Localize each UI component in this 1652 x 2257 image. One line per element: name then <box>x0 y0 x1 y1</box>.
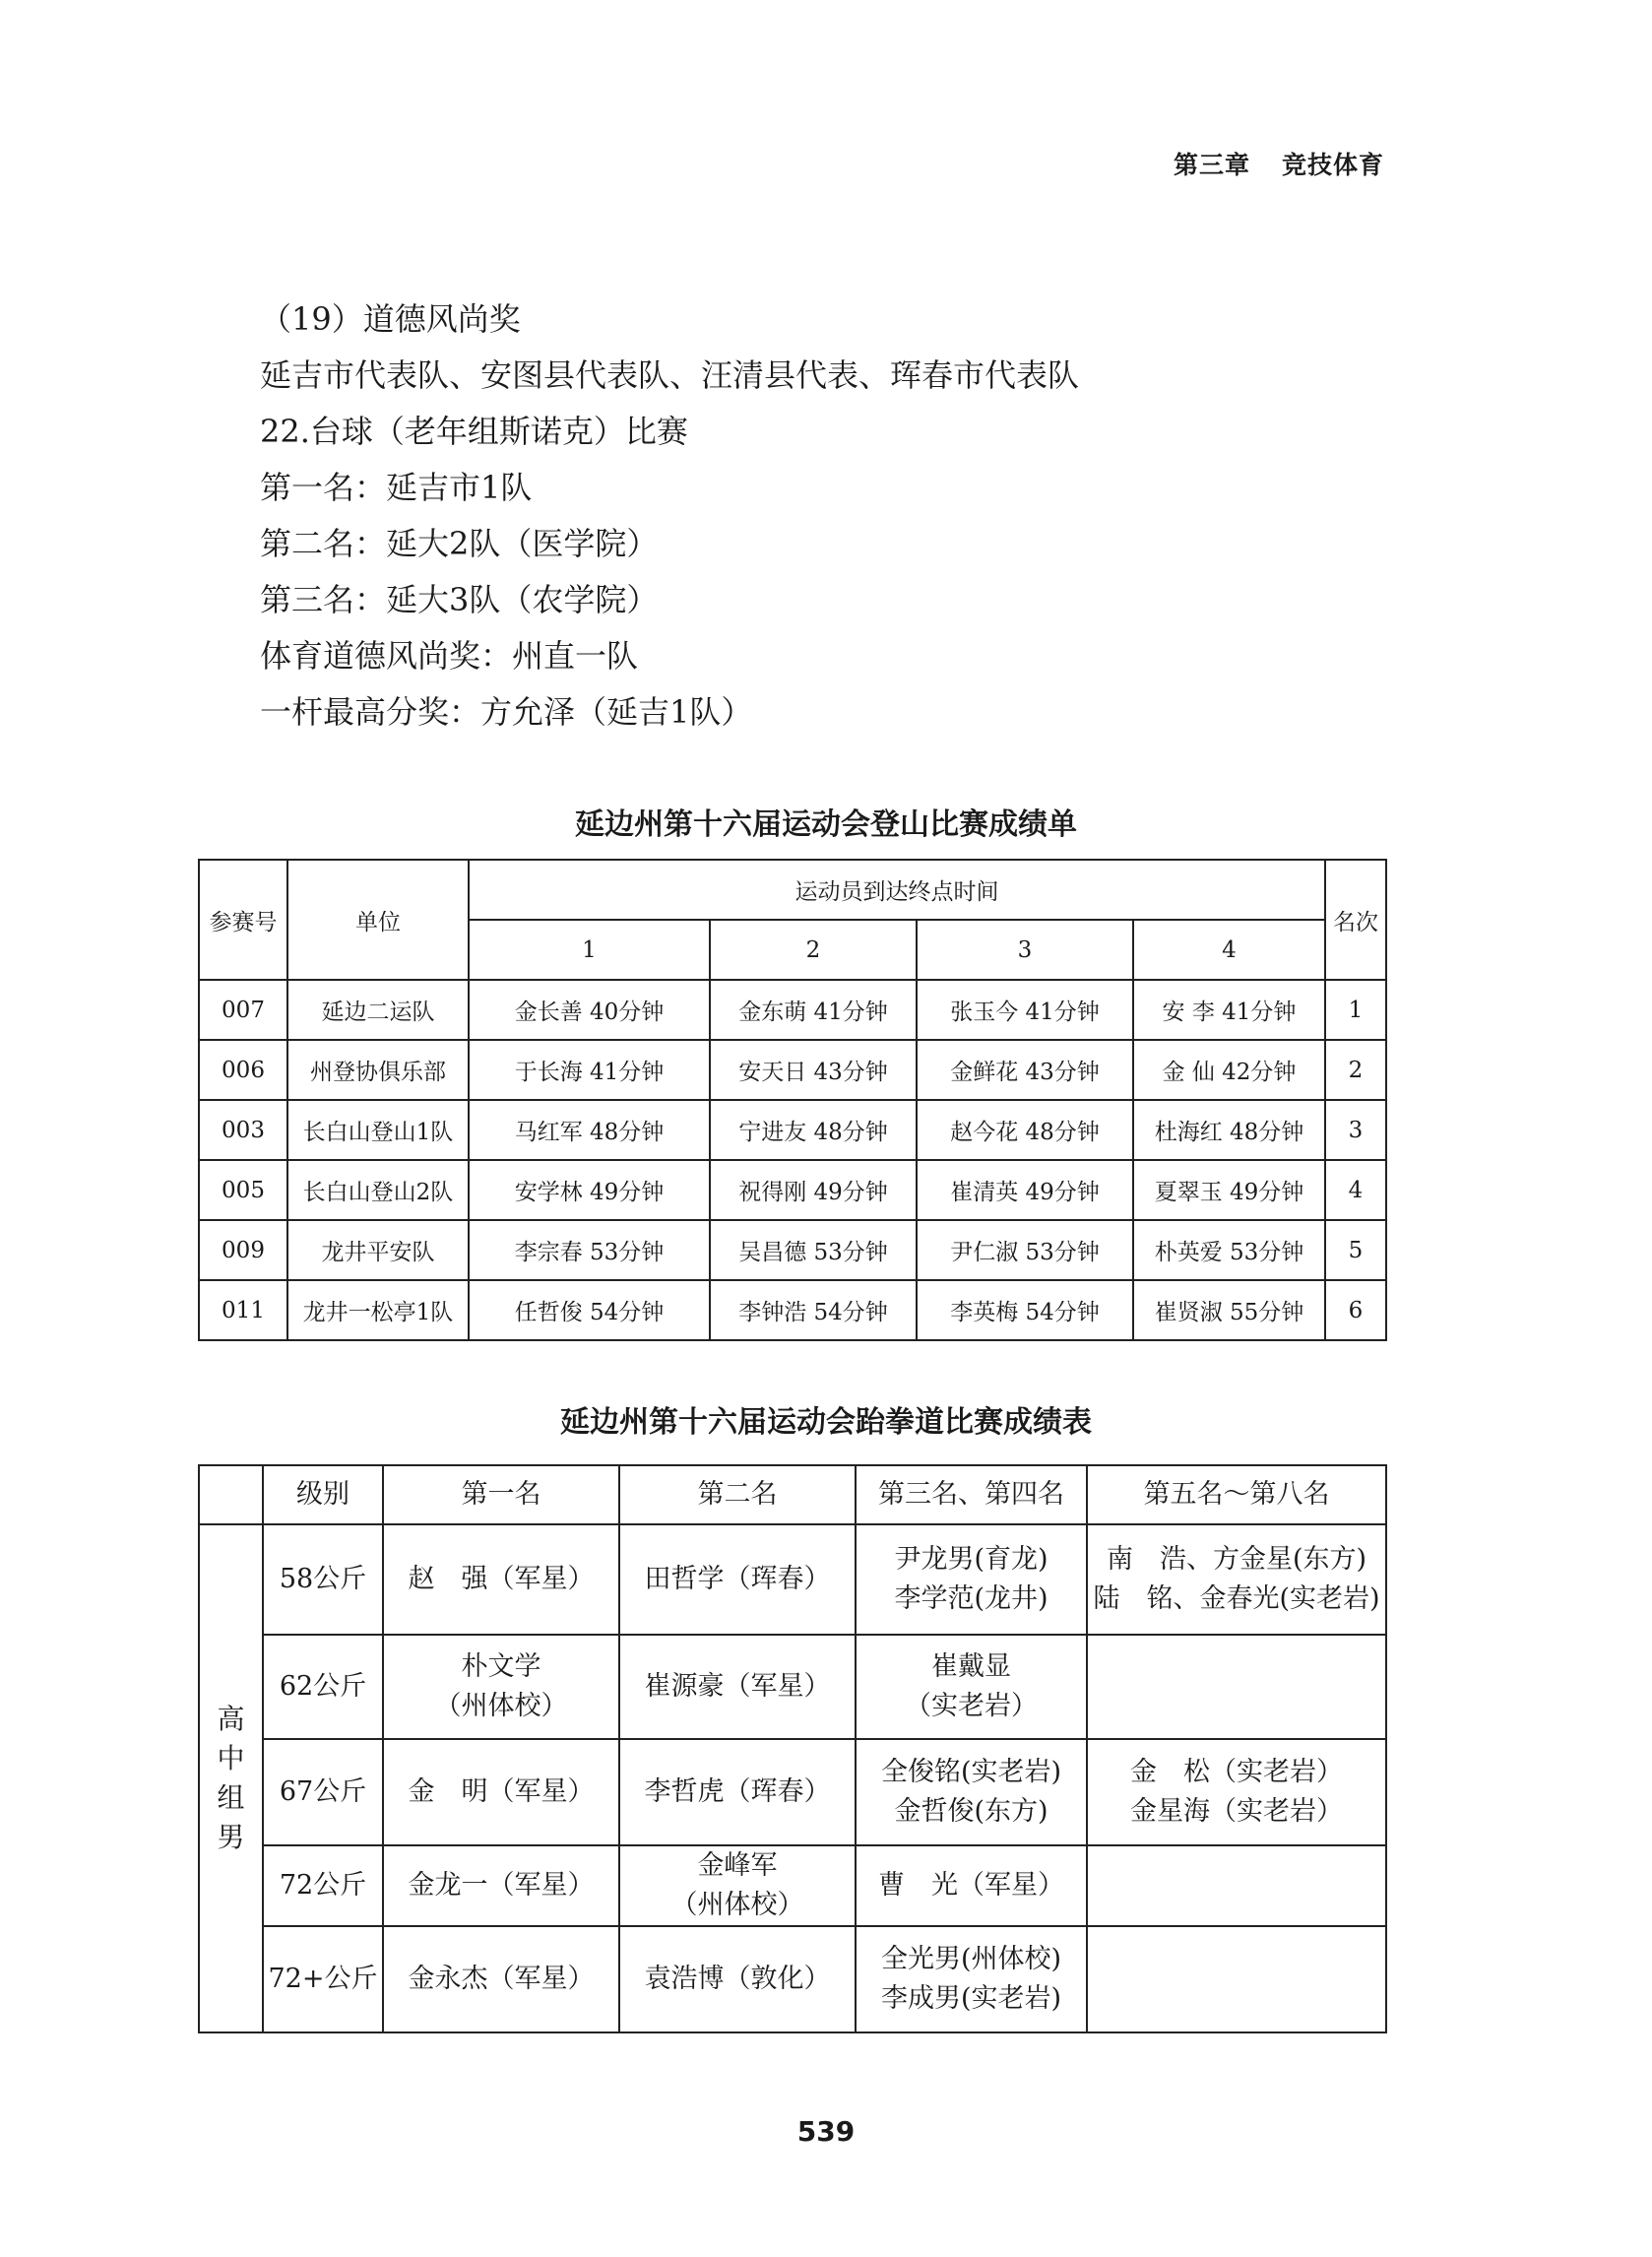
body-line: 第二名：延大2队（医学院） <box>260 525 659 562</box>
cell-unit: 长白山登山1队 <box>287 1100 469 1160</box>
table-row <box>199 1280 1386 1340</box>
cell-first: 金龙一（军星） <box>383 1845 619 1926</box>
cell-unit: 州登协俱乐部 <box>287 1040 469 1100</box>
header-third-fourth: 第三名、第四名 <box>856 1465 1087 1524</box>
cell-athlete: 吴昌德 53分钟 <box>710 1220 917 1280</box>
cell-weight: 72公斤 <box>263 1845 383 1926</box>
body-line: 体育道德风尚奖：州直一队 <box>260 637 639 675</box>
chapter-number: 第三章 <box>1173 151 1250 179</box>
cell-athlete: 崔清英 49分钟 <box>917 1160 1133 1220</box>
cell-athlete: 赵今花 48分钟 <box>917 1100 1133 1160</box>
cell-rank: 2 <box>1325 1040 1386 1100</box>
cell-third-fourth: 曹 光（军星） <box>856 1845 1087 1926</box>
header-second: 第二名 <box>619 1465 856 1524</box>
page-number: 539 <box>796 2115 856 2148</box>
cell-rank: 1 <box>1325 980 1386 1040</box>
table-row <box>199 980 1386 1040</box>
cell-athlete: 安 李 41分钟 <box>1133 980 1325 1040</box>
table-row <box>199 1739 1386 1845</box>
cell-athlete: 崔贤淑 55分钟 <box>1133 1280 1325 1340</box>
cell-athlete: 马红军 48分钟 <box>469 1100 710 1160</box>
body-line: 延吉市代表队、安图县代表队、汪清县代表、珲春市代表队 <box>260 356 1080 394</box>
header-athlete-4: 4 <box>1133 920 1325 980</box>
cell-athlete: 李钟浩 54分钟 <box>710 1280 917 1340</box>
table-row <box>199 1524 1386 1635</box>
body-line: （19）道德风尚奖 <box>260 300 521 338</box>
cell-fifth-eighth: 金 松（实老岩） 金星海（实老岩） <box>1087 1739 1386 1845</box>
cell-first: 赵 强（军星） <box>383 1524 619 1635</box>
header-first: 第一名 <box>383 1465 619 1524</box>
cell-second: 崔源豪（军星） <box>619 1635 856 1739</box>
cell-athlete: 金鲜花 43分钟 <box>917 1040 1133 1100</box>
taekwondo-results-table <box>198 1464 1387 2033</box>
cell-athlete: 宁进友 48分钟 <box>710 1100 917 1160</box>
cell-rank: 3 <box>1325 1100 1386 1160</box>
cell-athlete: 金东萌 41分钟 <box>710 980 917 1040</box>
cell-unit: 龙井一松亭1队 <box>287 1280 469 1340</box>
table-row <box>199 1100 1386 1160</box>
body-line: 22.台球（老年组斯诺克）比赛 <box>260 413 688 450</box>
table-row <box>199 1220 1386 1280</box>
climbing-table-caption: 延边州第十六届运动会登山比赛成绩单 <box>575 807 1077 842</box>
cell-second: 田哲学（珲春） <box>619 1524 856 1635</box>
cell-athlete: 金长善 40分钟 <box>469 980 710 1040</box>
header-unit: 单位 <box>287 860 469 980</box>
table-row <box>199 1926 1386 2032</box>
cell-number: 009 <box>199 1220 287 1280</box>
cell-fifth-eighth <box>1087 1635 1386 1739</box>
cell-weight: 62公斤 <box>263 1635 383 1739</box>
cell-second: 金峰军 （州体校） <box>619 1845 856 1926</box>
chapter-title: 竞技体育 <box>1281 151 1384 179</box>
header-athlete-3: 3 <box>917 920 1133 980</box>
cell-number: 011 <box>199 1280 287 1340</box>
taekwondo-table-caption: 延边州第十六届运动会跆拳道比赛成绩表 <box>560 1405 1092 1440</box>
header-athlete-1: 1 <box>469 920 710 980</box>
cell-athlete: 金 仙 42分钟 <box>1133 1040 1325 1100</box>
cell-unit: 长白山登山2队 <box>287 1160 469 1220</box>
cell-weight: 58公斤 <box>263 1524 383 1635</box>
cell-athlete: 杜海红 48分钟 <box>1133 1100 1325 1160</box>
cell-athlete: 李英梅 54分钟 <box>917 1280 1133 1340</box>
cell-third-fourth: 尹龙男(育龙) 李学范(龙井) <box>856 1524 1087 1635</box>
group-label: 高 中 组 男 <box>199 1524 263 2032</box>
cell-fifth-eighth <box>1087 1926 1386 2032</box>
cell-weight: 72+公斤 <box>263 1926 383 2032</box>
header-rank: 名次 <box>1325 860 1386 980</box>
header-athlete-2: 2 <box>710 920 917 980</box>
cell-first: 金永杰（军星） <box>383 1926 619 2032</box>
cell-first: 朴文学 （州体校） <box>383 1635 619 1739</box>
cell-rank: 5 <box>1325 1220 1386 1280</box>
cell-number: 005 <box>199 1160 287 1220</box>
header-number: 参赛号 <box>199 860 287 980</box>
table-row <box>199 1160 1386 1220</box>
cell-athlete: 尹仁淑 53分钟 <box>917 1220 1133 1280</box>
cell-weight: 67公斤 <box>263 1739 383 1845</box>
header-fifth-eighth: 第五名～第八名 <box>1087 1465 1386 1524</box>
cell-fifth-eighth <box>1087 1845 1386 1926</box>
header-weight: 级别 <box>263 1465 383 1524</box>
cell-athlete: 安天日 43分钟 <box>710 1040 917 1100</box>
cell-second: 袁浩博（敦化） <box>619 1926 856 2032</box>
table-row <box>199 1040 1386 1100</box>
header-blank <box>199 1465 263 1524</box>
cell-athlete: 祝得刚 49分钟 <box>710 1160 917 1220</box>
cell-fifth-eighth: 南 浩、方金星(东方) 陆 铭、金春光(实老岩) <box>1087 1524 1386 1635</box>
cell-third-fourth: 全光男(州体校) 李成男(实老岩) <box>856 1926 1087 2032</box>
header-time-group: 运动员到达终点时间 <box>469 860 1325 920</box>
table-row <box>199 1635 1386 1739</box>
cell-unit: 龙井平安队 <box>287 1220 469 1280</box>
cell-unit: 延边二运队 <box>287 980 469 1040</box>
cell-number: 007 <box>199 980 287 1040</box>
body-line: 第三名：延大3队（农学院） <box>260 581 659 618</box>
cell-athlete: 张玉今 41分钟 <box>917 980 1133 1040</box>
cell-athlete: 李宗春 53分钟 <box>469 1220 710 1280</box>
climbing-results-table <box>198 859 1387 1341</box>
body-text <box>260 291 1079 741</box>
body-line: 一杆最高分奖：方允泽（延吉1队） <box>260 693 753 731</box>
cell-rank: 4 <box>1325 1160 1386 1220</box>
cell-rank: 6 <box>1325 1280 1386 1340</box>
body-line: 第一名：延吉市1队 <box>260 469 533 506</box>
cell-second: 李哲虎（珲春） <box>619 1739 856 1845</box>
cell-athlete: 夏翠玉 49分钟 <box>1133 1160 1325 1220</box>
cell-number: 003 <box>199 1100 287 1160</box>
cell-athlete: 安学林 49分钟 <box>469 1160 710 1220</box>
cell-third-fourth: 崔戴显 （实老岩） <box>856 1635 1087 1739</box>
cell-number: 006 <box>199 1040 287 1100</box>
running-header <box>1174 146 1384 181</box>
table-row <box>199 1845 1386 1926</box>
cell-third-fourth: 全俊铭(实老岩) 金哲俊(东方) <box>856 1739 1087 1845</box>
cell-athlete: 任哲俊 54分钟 <box>469 1280 710 1340</box>
cell-athlete: 朴英爱 53分钟 <box>1133 1220 1325 1280</box>
cell-first: 金 明（军星） <box>383 1739 619 1845</box>
cell-athlete: 于长海 41分钟 <box>469 1040 710 1100</box>
